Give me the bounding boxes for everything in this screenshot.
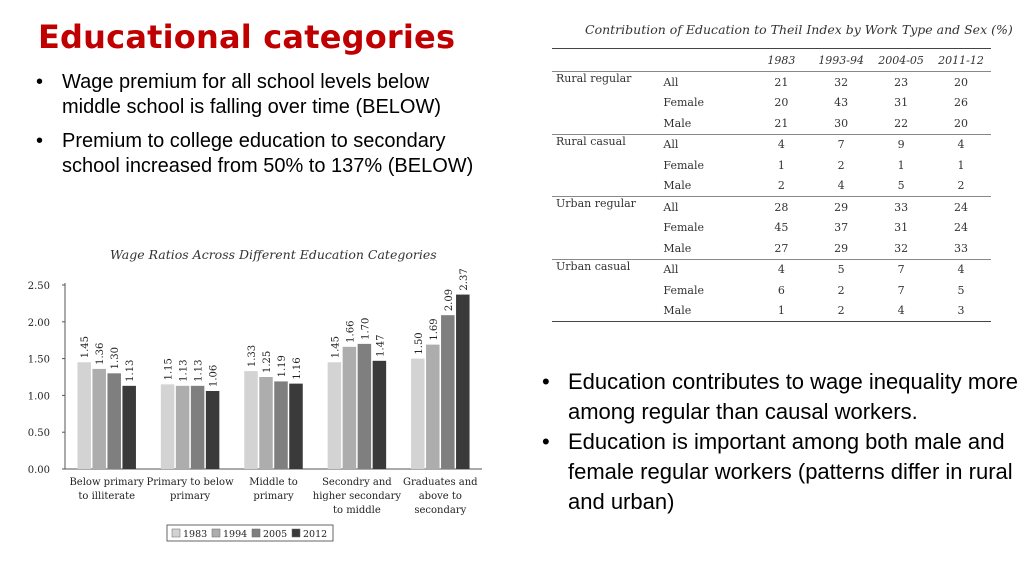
category-label: higher secondary <box>312 491 402 502</box>
table-cell: 24 <box>954 221 969 235</box>
bar-value-label: 1.16 <box>292 357 303 380</box>
legend-label: 2005 <box>263 529 288 540</box>
legend-label: 1983 <box>183 529 208 540</box>
left-bullet-list <box>36 70 476 188</box>
bar-value-label: 1.15 <box>163 358 175 381</box>
bar-2012 <box>456 295 470 469</box>
table-cell: 31 <box>894 221 909 235</box>
table-row <box>552 238 991 259</box>
row-group-blank <box>552 113 659 134</box>
row-group-blank <box>552 93 659 114</box>
row-sex-label: Female <box>663 221 704 235</box>
bar-value-label: 1.33 <box>247 344 258 368</box>
bar-value-label: 1.70 <box>360 317 372 340</box>
row-group-label: Rural regular <box>556 72 632 85</box>
y-tick-label: 2.50 <box>27 281 50 292</box>
category-label: Primary to below <box>146 477 234 488</box>
legend-swatch-2012 <box>292 529 300 537</box>
bar-value-label: 1.69 <box>428 318 440 341</box>
bar-1983 <box>244 371 258 469</box>
y-tick-label: 1.00 <box>27 391 50 403</box>
bar-value-label: 1.25 <box>262 350 273 373</box>
bar-value-label: 1.36 <box>95 342 107 365</box>
table-cell: 43 <box>834 96 849 110</box>
table-row <box>552 176 991 197</box>
header-blank <box>552 49 659 72</box>
y-tick-label: 0.50 <box>27 428 50 440</box>
row-group-blank <box>552 155 659 176</box>
table-cell: 4 <box>837 179 845 193</box>
legend-label: 2012 <box>303 529 328 540</box>
category-label: above to <box>418 491 462 502</box>
bar-value-label: 1.50 <box>413 332 425 355</box>
table-row <box>552 155 991 176</box>
bar-value-label: 1.45 <box>330 336 342 359</box>
table-cell: 24 <box>931 197 991 218</box>
wage-ratio-bar-chart <box>20 262 500 552</box>
table-cell: 32 <box>894 241 909 255</box>
y-tick-label: 1.50 <box>27 354 50 366</box>
table-row <box>552 218 991 239</box>
table-cell: 5 <box>957 283 965 297</box>
bar-1994 <box>176 386 190 469</box>
bar-2012 <box>122 386 136 469</box>
right-bullet-list <box>542 367 1022 517</box>
bar-1983 <box>328 362 342 469</box>
bar-1994 <box>426 345 440 469</box>
table-cell: 20 <box>954 75 969 89</box>
column-header: 1993-94 <box>811 49 871 72</box>
bar-1994 <box>92 369 106 469</box>
row-sex-label: Male <box>663 241 692 255</box>
bar-value-label: 1.06 <box>208 364 220 387</box>
legend-swatch-1983 <box>172 529 180 537</box>
category-label: Middle to <box>249 477 298 488</box>
table-cell: 23 <box>894 75 909 89</box>
bar-2005 <box>274 381 288 469</box>
theil-table <box>552 48 991 322</box>
category-label: secondary <box>414 505 467 516</box>
category-label: primary <box>169 491 211 502</box>
table-cell: 28 <box>751 197 811 218</box>
bar-1983 <box>411 359 425 469</box>
table-cell: 1 <box>777 158 785 172</box>
table-cell: 29 <box>834 241 849 255</box>
row-sex-label: Male <box>663 179 692 193</box>
bar-2005 <box>107 373 121 469</box>
table-cell: 31 <box>894 96 909 110</box>
row-sex-label: Male <box>663 116 692 130</box>
table-cell: 29 <box>811 197 871 218</box>
row-group-blank <box>552 238 659 259</box>
category-label: to illiterate <box>78 491 136 502</box>
table-cell: 7 <box>897 283 905 297</box>
column-header: 1983 <box>751 49 811 72</box>
bar-value-label: 2.09 <box>443 288 455 312</box>
bar-2012 <box>373 361 387 469</box>
table-cell: 45 <box>774 221 789 235</box>
table-cell: 20 <box>774 96 789 110</box>
bar-value-label: 1.13 <box>178 359 190 382</box>
table-cell: 37 <box>834 221 849 235</box>
bar-value-label: 1.47 <box>375 334 387 357</box>
table-body <box>552 72 991 322</box>
table-cell: 3 <box>957 304 965 318</box>
table-cell: 4 <box>751 259 811 280</box>
bar-value-label: 2.37 <box>458 268 470 291</box>
legend-swatch-2005 <box>252 529 260 537</box>
header-blank <box>659 49 751 72</box>
category-label: Below primary <box>69 477 144 488</box>
table-cell: 2 <box>837 283 845 297</box>
table-cell: 26 <box>954 96 969 110</box>
bullet-college-premium: • Premium to college education to secondary school increased from 50% to 137% (BELOW) <box>36 129 476 179</box>
y-tick-label: 0.00 <box>27 465 50 476</box>
table-cell: 2 <box>837 304 845 318</box>
table-cell: 22 <box>894 116 909 130</box>
bar-1983 <box>161 384 175 469</box>
y-tick-label: 2.00 <box>27 317 50 329</box>
table-cell: 4 <box>751 134 811 155</box>
table-cell: 2 <box>777 179 785 193</box>
table-cell: 32 <box>834 75 849 89</box>
row-group-label: Rural casual <box>552 134 659 155</box>
table-cell: 1 <box>957 158 965 172</box>
bullet-wage-premium: • Wage premium for all school levels below middle school is falling over time (BELOW) <box>36 70 476 120</box>
table-cell: 20 <box>954 116 969 130</box>
chart-title: Wage Ratios Across Different Education Categories <box>110 247 437 262</box>
bar-2005 <box>191 386 205 469</box>
table-cell: 2 <box>837 158 845 172</box>
table-cell: 5 <box>897 179 905 193</box>
bar-2012 <box>206 391 220 469</box>
row-sex-label: All <box>663 75 679 89</box>
bar-value-label: 1.13 <box>193 359 205 382</box>
column-header: 2004-05 <box>871 49 931 72</box>
table-cell: 7 <box>871 259 931 280</box>
table-cell: 21 <box>774 116 789 130</box>
row-sex-label: All <box>659 197 751 218</box>
column-header: 2011-12 <box>931 49 991 72</box>
row-group-label: Urban regular <box>552 197 659 218</box>
bar-value-label: 1.45 <box>80 336 92 359</box>
table-row <box>552 197 991 218</box>
bar-2005 <box>358 344 372 469</box>
legend-label: 1994 <box>223 529 248 540</box>
bar-1983 <box>77 362 91 469</box>
bar-value-label: 1.19 <box>277 355 288 378</box>
table-cell: 4 <box>931 259 991 280</box>
bar-2005 <box>441 315 455 469</box>
table-cell: 5 <box>811 259 871 280</box>
legend-swatch-1994 <box>212 529 220 537</box>
table-title: Contribution of Education to Theil Index by Work Type and Sex (%) <box>585 22 1013 37</box>
table-cell: 33 <box>954 241 969 255</box>
table-cell: 9 <box>871 134 931 155</box>
table-cell: 6 <box>777 283 785 297</box>
row-group-blank <box>552 301 659 322</box>
table-cell: 1 <box>897 158 905 172</box>
slide-title: Educational categories <box>38 18 456 56</box>
table-cell: 7 <box>811 134 871 155</box>
row-group-blank <box>552 280 659 301</box>
table-cell: 33 <box>871 197 931 218</box>
bar-value-label: 1.30 <box>110 347 122 370</box>
table-cell: 4 <box>931 134 991 155</box>
table-cell: 4 <box>897 304 905 318</box>
table-row <box>552 113 991 134</box>
table-row <box>552 93 991 114</box>
category-label: primary <box>253 491 294 502</box>
row-sex-label: All <box>659 259 751 280</box>
table-row <box>552 280 991 301</box>
table-cell: 1 <box>777 304 785 318</box>
table-header-row <box>552 49 991 72</box>
bar-2012 <box>289 384 303 469</box>
table-row <box>552 301 991 322</box>
bar-value-label: 1.13 <box>125 359 137 382</box>
bar-1994 <box>259 377 273 469</box>
row-sex-label: Female <box>663 96 704 110</box>
row-sex-label: Female <box>663 158 704 172</box>
category-label: Graduates and <box>403 477 478 488</box>
bar-value-label: 1.66 <box>345 320 357 343</box>
row-sex-label: All <box>659 134 751 155</box>
table-cell: 2 <box>957 179 965 193</box>
category-label: Secondry and <box>322 477 392 488</box>
row-group-blank <box>552 176 659 197</box>
table-cell: 21 <box>774 75 789 89</box>
row-sex-label: Female <box>663 283 704 297</box>
table-cell: 30 <box>834 116 849 130</box>
bullet-inequality-regular: • Education contributes to wage inequality more among regular than causal workers. <box>542 367 1022 427</box>
row-sex-label: Male <box>663 304 692 318</box>
row-group-label: Urban casual <box>552 259 659 280</box>
table-row <box>552 72 991 93</box>
bar-1994 <box>343 347 357 469</box>
table-row <box>552 134 991 155</box>
category-label: to middle <box>332 505 381 516</box>
table-cell: 27 <box>774 241 789 255</box>
table-row <box>552 259 991 280</box>
bullet-male-female-regular: • Education is important among both male and female regular workers (patterns differ in rural and urban) <box>542 427 1022 517</box>
row-group-blank <box>552 218 659 239</box>
